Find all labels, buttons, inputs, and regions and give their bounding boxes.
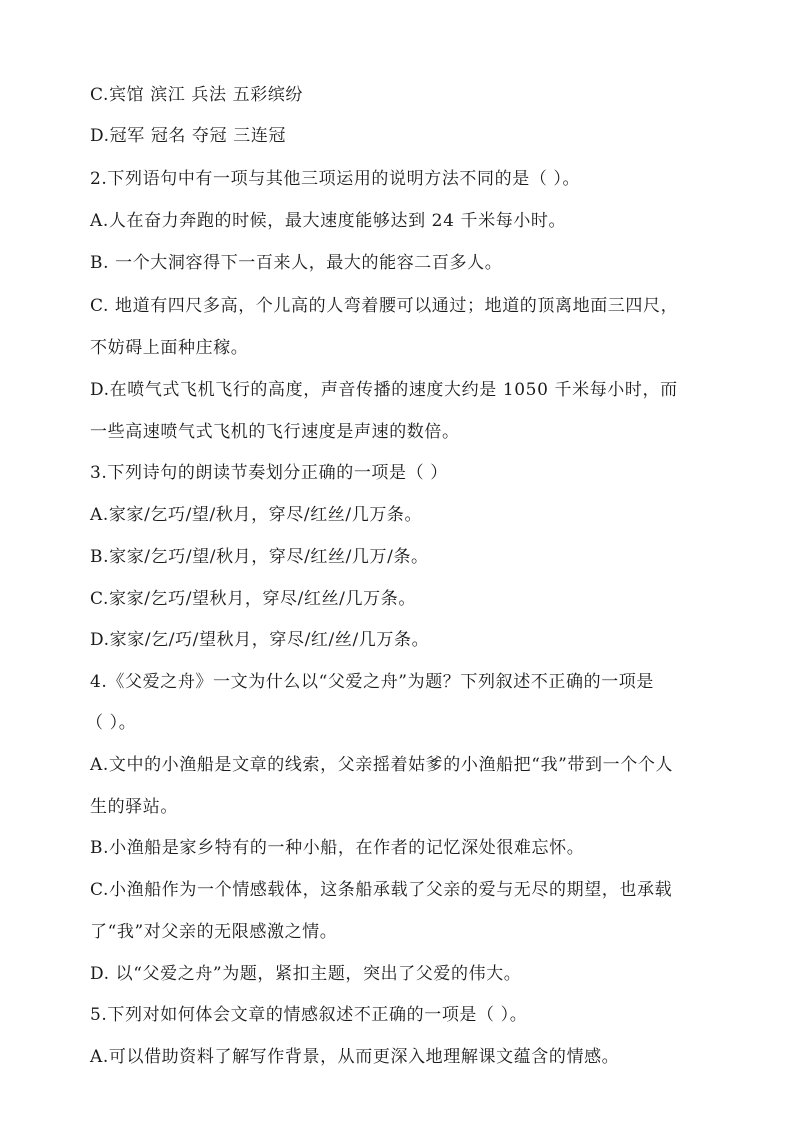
question-3-option-d: D.家家/乞/巧/望秋月，穿尽/红/丝/几万条。 bbox=[90, 630, 430, 650]
option-d-line: D.冠军 冠名 夺冠 三连冠 bbox=[90, 126, 287, 146]
question-4-stem-line1: 4.《父爱之舟》一文为什么以“父爱之舟”为题？下列叙述不正确的一项是 bbox=[90, 672, 654, 692]
question-2-option-c-line2: 不妨碍上面种庄稼。 bbox=[90, 338, 249, 358]
question-2-option-a: A.人在奋力奔跑的时候，最大速度能够达到 24 千米每小时。 bbox=[90, 211, 567, 231]
question-4-stem-line2: （ ）。 bbox=[86, 713, 137, 733]
question-4-option-a-line1: A.文中的小渔船是文章的线索，父亲摇着姑爹的小渔船把“我”带到一个个人 bbox=[90, 755, 674, 775]
question-5-option-a: A.可以借助资料了解写作背景，从而更深入地理解课文蕴含的情感。 bbox=[90, 1047, 620, 1067]
question-4-option-b: B.小渔船是家乡特有的一种小船，在作者的记忆深处很难忘怀。 bbox=[90, 838, 585, 858]
question-4-option-d: D. 以“父爱之舟”为题，紧扣主题，突出了父爱的伟大。 bbox=[90, 964, 522, 984]
question-3-option-b: B.家家/乞巧/望/秋月，穿尽/红丝/几万/条。 bbox=[90, 547, 429, 567]
question-2-option-d-line1: D.在喷气式飞机飞行的高度，声音传播的速度大约是 1050 千米每小时，而 bbox=[90, 380, 678, 400]
question-3-option-a: A.家家/乞巧/望/秋月，穿尽/红丝/几万条。 bbox=[90, 505, 423, 525]
question-5-stem: 5.下列对如何体会文章的情感叙述不正确的一项是（ ）。 bbox=[90, 1005, 528, 1025]
question-4-option-c-line1: C.小渔船作为一个情感载体，这条船承载了父亲的爱与无尽的期望，也承载 bbox=[90, 880, 673, 900]
question-3-stem: 3.下列诗句的朗读节奏划分正确的一项是（ ） bbox=[90, 463, 448, 483]
question-4-option-a-line2: 生的驿站。 bbox=[90, 797, 178, 817]
question-3-option-c: C.家家/乞巧/望秋月，穿尽/红丝/几万条。 bbox=[90, 589, 416, 609]
question-4-option-c-line2: 了“我”对父亲的无限感激之情。 bbox=[90, 922, 338, 942]
question-2-option-b: B. 一个大洞容得下一百来人，最大的能容二百多人。 bbox=[90, 253, 503, 273]
option-c-line: C.宾馆 滨江 兵法 五彩缤纷 bbox=[90, 85, 304, 105]
question-2-option-c-line1: C. 地道有四尺多高，个儿高的人弯着腰可以通过；地道的顶离地面三四尺， bbox=[90, 296, 679, 316]
question-2-stem: 2.下列语句中有一项与其他三项运用的说明方法不同的是（ ）。 bbox=[90, 169, 581, 189]
question-2-option-d-line2: 一些高速喷气式飞机的飞行速度是声速的数倍。 bbox=[90, 422, 460, 442]
